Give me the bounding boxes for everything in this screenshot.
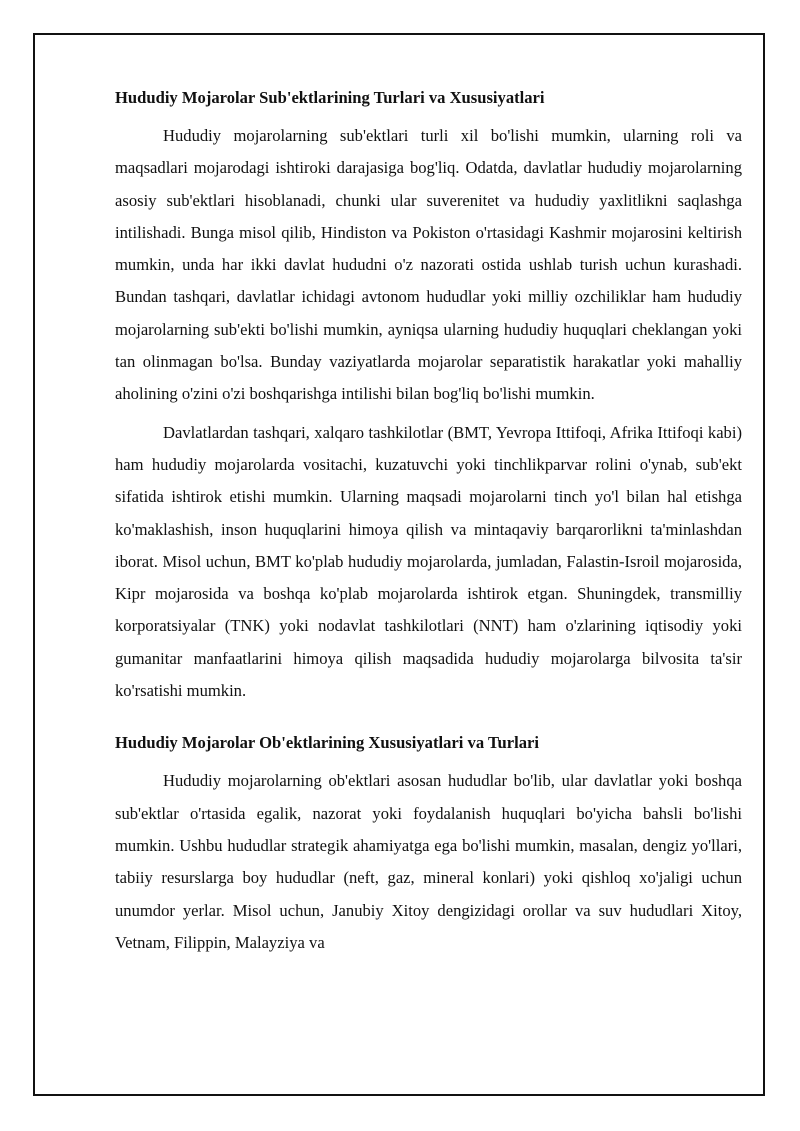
paragraph: Davlatlardan tashqari, xalqaro tashkilotlar (BMT, Yevropa Ittifoqi, Afrika Ittifoqi kabi) ham hududiy mojarolarda vositachi, kuzatuvchi yoki tinchlikparvar rolini o'ynab, sub'ekt sifatida ishtirok etishi mumkin. Ularning maqsadi mojarolarni tinch yo'l bilan hal etishga ko'maklashish, inson huquqlarini himoya qilish va mintaqaviy barqarorlikni ta'minlashdan iborat. Misol uchun, BMT ko'plab hududiy mojarolarda, jumladan, Falastin-Isroil mojarosida, Kipr mojarosida va boshqa ko'plab mojarolarda ishtirok etgan. Shuningdek, transmilliy korporatsiyalar (TNK) yoki nodavlat tashkilotlari (NNT) ham o'zlarining iqtisodiy yoki gumanitar manfaatlarini himoya qilish maqsadida hududiy mojarolarga bilvosita ta'sir ko'rsatishi mumkin. [115, 422, 742, 701]
paragraph: Hududiy mojarolarning sub'ektlari turli xil bo'lishi mumkin, ularning roli va maqsadlari mojarodagi ishtiroki darajasiga bog'liq. Odatda, davlatlar hududiy mojarolarning asosiy sub'ektlari hisoblanadi, chunki ular suverenitet va hududiy yaxlitlikni saqlashga intilishadi. Bunga misol qilib, Hindiston va Pokiston o'rtasidagi Kashmir mojarosini keltirish mumkin, unda har ikki davlat hududni o'z nazorati ostida ushlab turish uchun kurashadi. Bundan tashqari, davlatlar ichidagi avtonom hududlar yoki milliy ozchiliklar ham hududiy mojarolarning sub'ekti bo'lishi mumkin, ayniqsa ularning hududiy huquqlari cheklangan yoki tan olinmagan bo'lsa. Bunday vaziyatlarda mojarolar separatistik harakatlar yoki mahalliy aholining o'zini o'zi boshqarishga intilishi bilan bog'liq bo'lishi mumkin. [115, 126, 742, 404]
document-body [115, 82, 742, 959]
paragraph: Hududiy mojarolarning ob'ektlari asosan hududlar bo'lib, ular davlatlar yoki boshqa sub'ektlar o'rtasida egalik, nazorat yoki foydalanish huquqlari bo'yicha bahsli bo'lishi mumkin. Ushbu hududlar strategik ahamiyatga ega bo'lishi mumkin, masalan, dengiz yo'llari, tabiiy resurslarga boy hududlar (neft, gaz, mineral konlari) yoki qishloq xo'jaligi uchun unumdor yerlar. Misol uchun, Janubiy Xitoy dengizidagi orollar va suv hududlari Xitoy, Vetnam, Filippin, Malayziya va [115, 771, 742, 952]
section-heading-subjects: Hududiy Mojarolar Sub'ektlarining Turlari va Xususiyatlari [115, 88, 545, 107]
section-heading-objects: Hududiy Mojarolar Ob'ektlarining Xususiyatlari va Turlari [115, 733, 539, 753]
